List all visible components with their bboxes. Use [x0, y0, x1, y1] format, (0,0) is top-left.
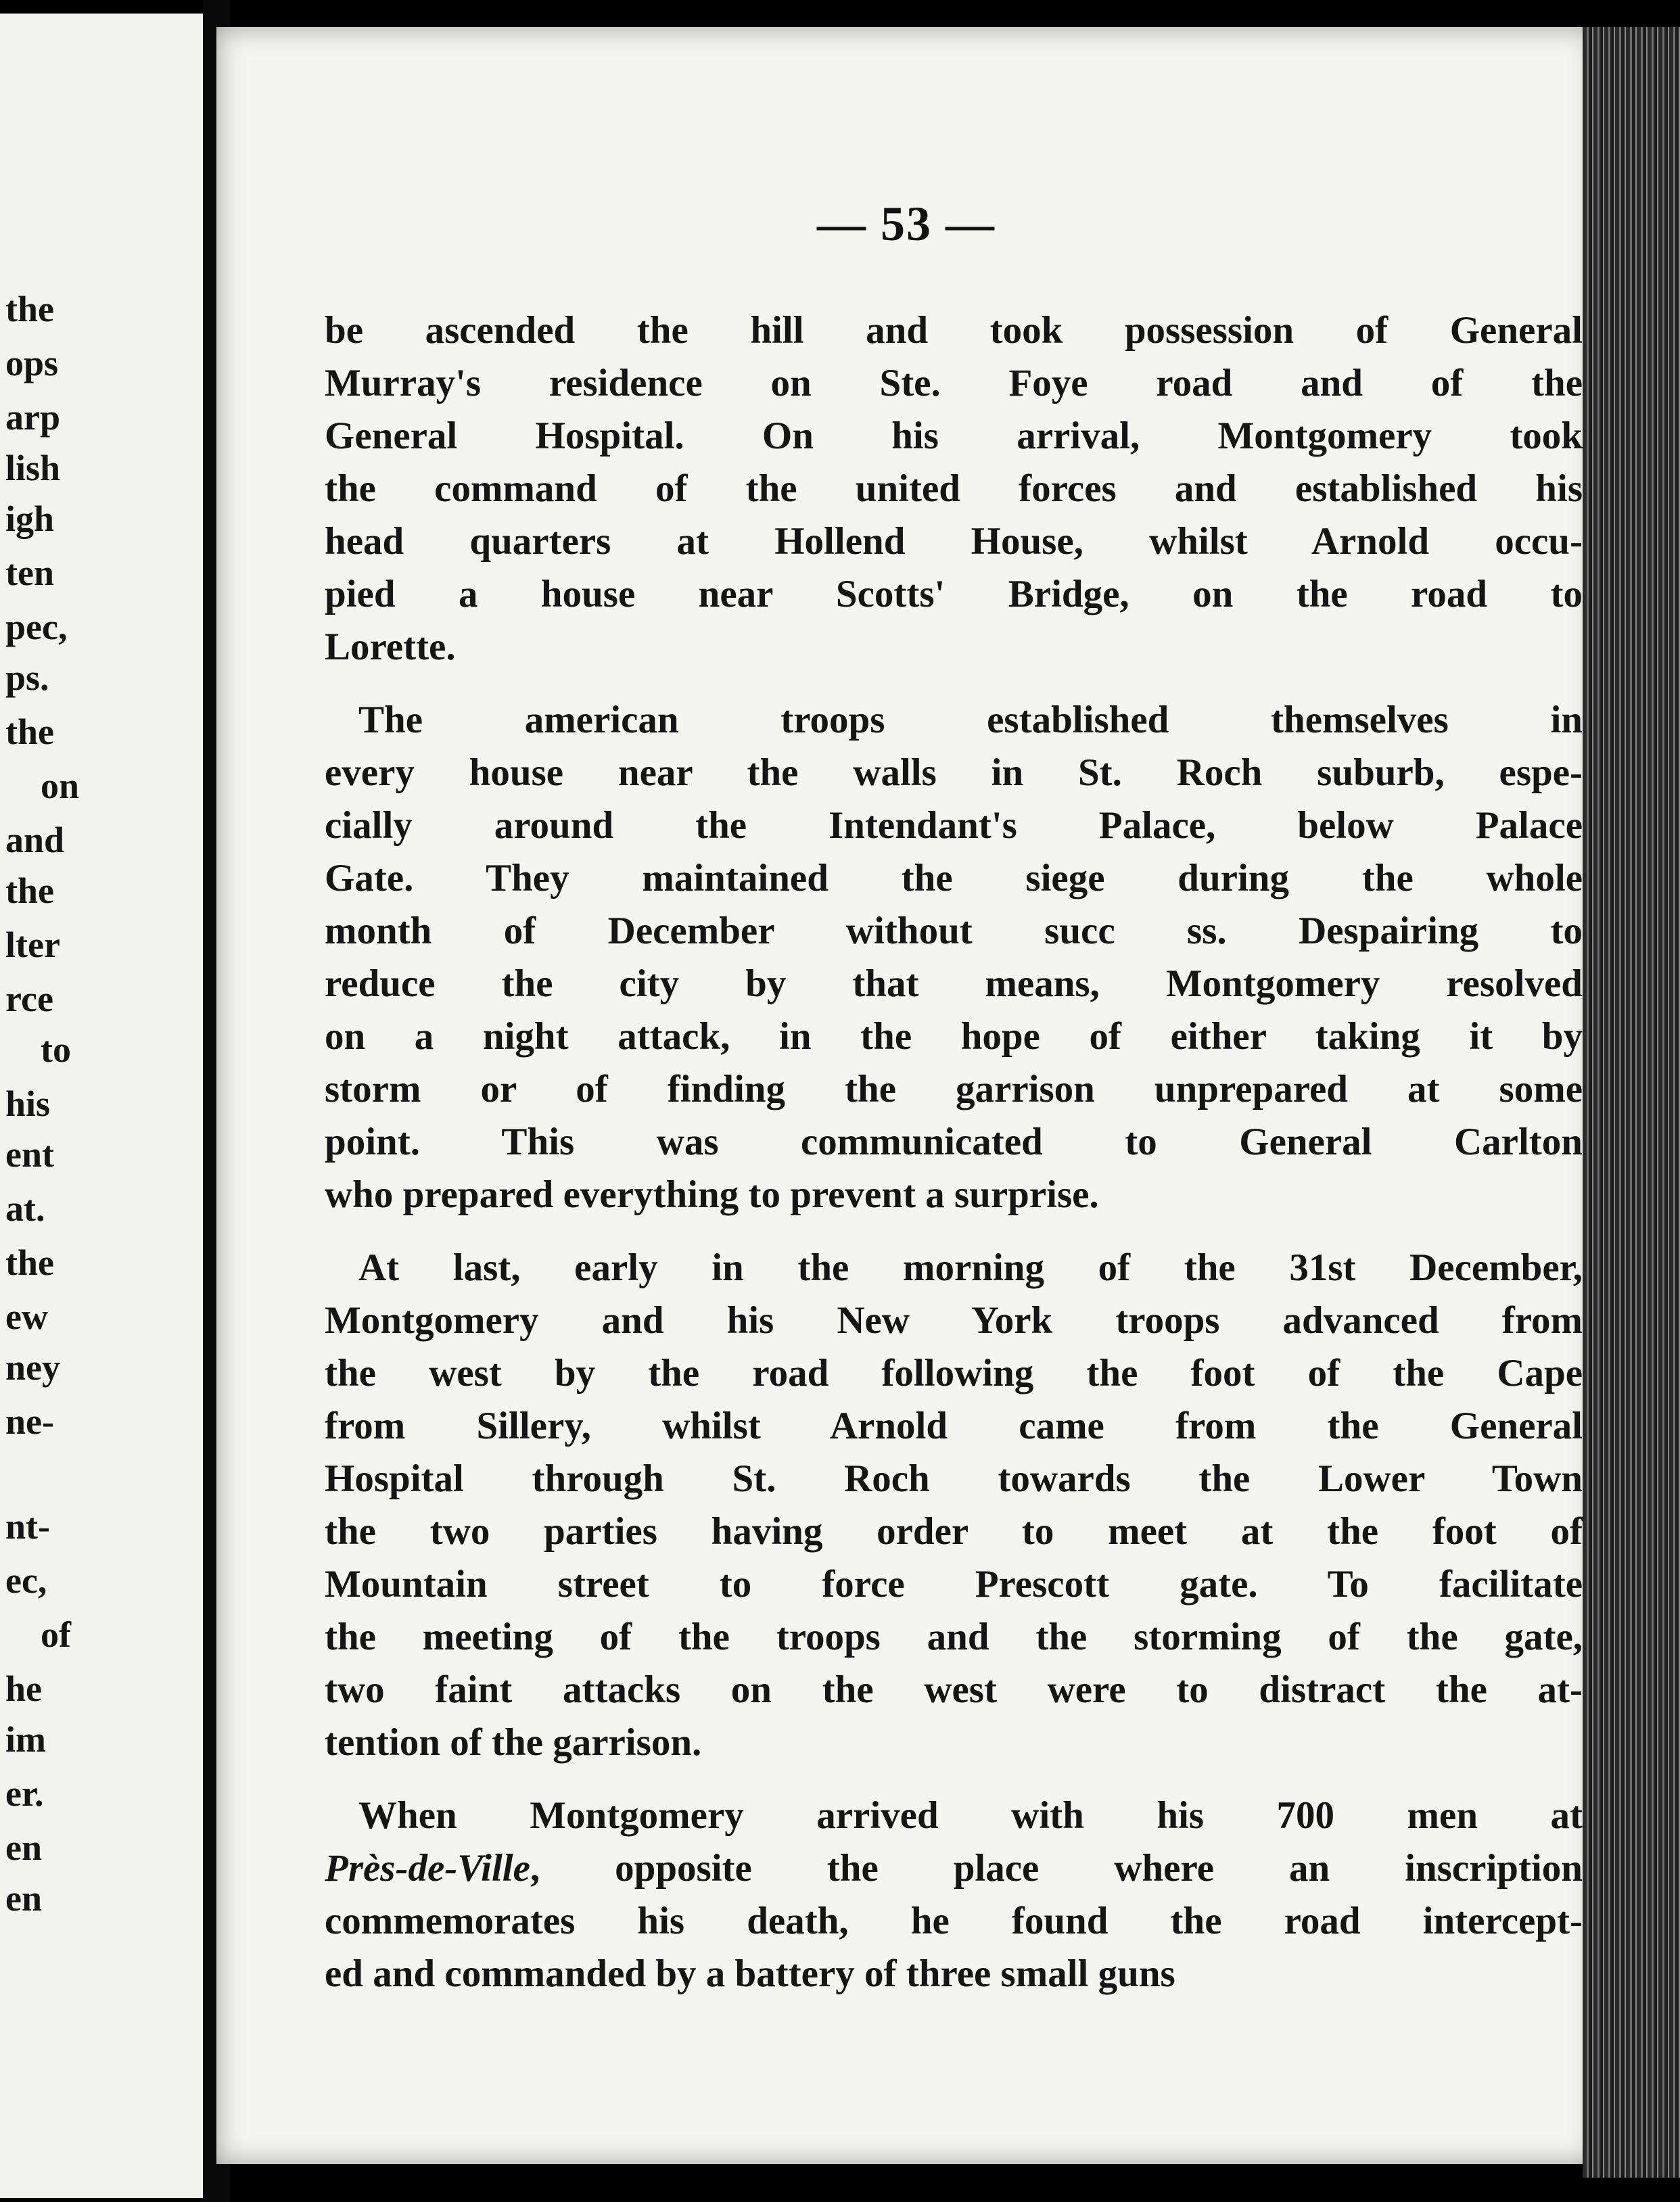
- text-line: be ascended the hill and took possession of General: [325, 309, 1583, 352]
- text-line: two faint attacks on the west were to distract the at-: [325, 1668, 1583, 1711]
- page-edges: [1583, 27, 1680, 2178]
- left-page-fragment: the: [5, 870, 54, 911]
- text-line: Murray's residence on Ste. Foye road and of the: [325, 362, 1583, 404]
- text-line: from Sillery, whilst Arnold came from the General: [325, 1405, 1583, 1447]
- left-page-fragment: ps.: [5, 657, 49, 698]
- left-page-fragment: ent: [5, 1134, 54, 1175]
- text-line: Près-de-Ville, opposite the place where an inscription: [325, 1847, 1583, 1890]
- text-line: on a night attack, in the hope of either taking it by: [325, 1015, 1583, 1058]
- left-page-fragment: im: [5, 1719, 46, 1760]
- left-page-fragment: lter: [5, 924, 60, 965]
- text-line: pied a house near Scotts' Bridge, on the road to: [325, 573, 1583, 615]
- left-page-fragment: ten: [5, 553, 54, 593]
- previous-page-fragment: [0, 14, 203, 2198]
- left-page-fragment: his: [5, 1083, 51, 1124]
- text-line: tention of the garrison.: [325, 1721, 702, 1764]
- text-line: Hospital through St. Roch towards the Lower Town: [325, 1457, 1583, 1500]
- book-page: [216, 27, 1596, 2164]
- paragraph-gap: [325, 1221, 1583, 1242]
- text-line: ed and commanded by a battery of three small guns: [325, 1952, 1175, 1995]
- left-page-fragment: ec,: [5, 1560, 47, 1601]
- left-page-fragment: en: [5, 1827, 42, 1868]
- left-page-fragment: on: [41, 766, 80, 806]
- text-line: the meeting of the troops and the storming of the gate,: [325, 1616, 1583, 1658]
- left-page-fragment: the: [5, 711, 54, 752]
- page-number: — 53 —: [817, 197, 996, 251]
- left-page-fragment: of: [41, 1614, 71, 1655]
- left-page-fragment: pec,: [5, 607, 68, 647]
- left-page-fragment: en: [5, 1878, 42, 1919]
- left-page-fragment: ew: [5, 1296, 48, 1337]
- left-page-fragment: ney: [5, 1347, 60, 1388]
- text-line: reduce the city by that means, Montgomery resolved: [325, 962, 1583, 1005]
- text-line: The american troops established themselves in: [358, 699, 1583, 741]
- left-page-fragment: er.: [5, 1773, 44, 1814]
- left-page-fragment: rce: [5, 979, 53, 1019]
- text-line: cially around the Intendant's Palace, below Palace: [325, 804, 1583, 847]
- paragraph: [325, 1242, 1583, 1769]
- text-line: month of December without succ ss. Despairing to: [325, 910, 1583, 952]
- left-page-fragment: arp: [5, 397, 60, 438]
- left-page-fragment: and: [5, 820, 65, 860]
- text-line: head quarters at Hollend House, whilst Arnold occu-: [325, 520, 1583, 563]
- text-line: Gate. They maintained the siege during the whole: [325, 857, 1583, 899]
- text-line: the command of the united forces and established his: [325, 467, 1583, 510]
- text-line: who prepared everything to prevent a surprise.: [325, 1173, 1099, 1216]
- left-page-fragment: lish: [5, 448, 61, 488]
- left-page-fragment: the: [5, 289, 54, 329]
- text-line: every house near the walls in St. Roch suburb, espe-: [325, 751, 1583, 794]
- page-body-text: [325, 304, 1583, 2000]
- text-line: General Hospital. On his arrival, Montgomery took: [325, 415, 1583, 457]
- text-line: the west by the road following the foot of the Cape: [325, 1352, 1583, 1395]
- left-page-fragment: igh: [5, 498, 55, 539]
- text-line: storm or of finding the garrison unprepared at some: [325, 1068, 1583, 1110]
- left-page-fragment: ops: [5, 343, 59, 383]
- text-line: point. This was communicated to General Carlton: [325, 1121, 1583, 1163]
- paragraph: [325, 1789, 1583, 2000]
- paragraph: [325, 304, 1583, 674]
- left-page-fragment: nt-: [5, 1506, 50, 1547]
- paragraph-gap: [325, 1769, 1583, 1789]
- text-line: the two parties having order to meet at the foot of: [325, 1510, 1583, 1553]
- text-line: commemorates his death, he found the road intercept-: [325, 1900, 1583, 1942]
- paragraph-gap: [325, 674, 1583, 694]
- left-page-fragment: at.: [5, 1188, 45, 1229]
- paragraph: [325, 694, 1583, 1221]
- text-line: At last, early in the morning of the 31st December,: [358, 1246, 1583, 1289]
- text-line: When Montgomery arrived with his 700 men at: [358, 1794, 1583, 1837]
- left-page-fragment: the: [5, 1242, 54, 1283]
- text-line: Mountain street to force Prescott gate. To facilitate: [325, 1563, 1583, 1606]
- left-page-fragment: to: [41, 1029, 71, 1070]
- left-page-fragment: ne-: [5, 1401, 54, 1442]
- text-line: Lorette.: [325, 626, 456, 668]
- left-page-fragment: he: [5, 1668, 42, 1709]
- text-line: Montgomery and his New York troops advanced from: [325, 1299, 1583, 1342]
